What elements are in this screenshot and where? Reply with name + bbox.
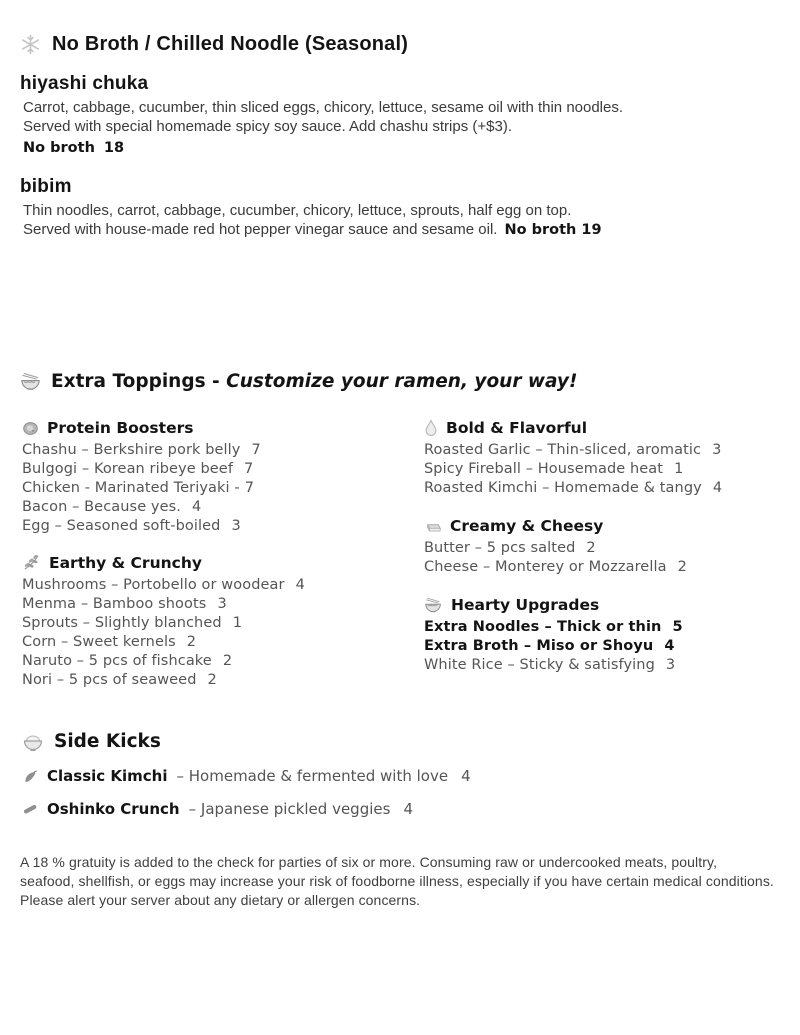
chilled-section-title — [20, 33, 780, 56]
topping-price: 7 — [244, 480, 255, 496]
topping-price: 2 — [186, 634, 197, 650]
group-title: Protein Boosters — [22, 419, 422, 437]
toppings-left-column — [20, 419, 422, 707]
topping-price: 1 — [232, 615, 243, 631]
snowflake-icon — [20, 34, 41, 55]
topping-price: 2 — [586, 540, 596, 556]
topping-item: White Rice – Sticky & satisfying 3 — [424, 657, 676, 673]
dish-description — [23, 98, 780, 136]
group-title: Earthy & Crunchy — [22, 553, 422, 572]
toppings-title-text: Extra Toppings - Customize your ramen, your way! — [51, 371, 578, 392]
toppings-title-tagline: Customize your ramen, your way! — [226, 371, 578, 392]
topping-item: Bacon – Because yes. 4 — [22, 499, 202, 515]
price-label: No broth 19 — [504, 222, 602, 238]
topping-item: Mushrooms – Portobello or woodear 4 — [22, 577, 305, 593]
topping-price: 3 — [665, 657, 676, 673]
group-bold-flavorful — [422, 419, 780, 498]
topping-price: 4 — [295, 577, 305, 593]
price-label: No broth — [23, 140, 95, 156]
side-kick-item — [22, 767, 780, 785]
topping-item: Extra Noodles – Thick or thin 5 — [424, 619, 683, 635]
topping-item: Chashu – Berkshire pork belly 7 — [22, 442, 261, 458]
side-kick-price: 4 — [461, 767, 471, 785]
topping-item: Nori – 5 pcs of seaweed 2 — [22, 672, 217, 688]
dish-hiyashi-chuka — [20, 73, 780, 156]
dish-desc-line: Carrot, cabbage, cucumber, thin sliced eggs, chicory, lettuce, sesame oil with thin noodles. — [23, 99, 624, 116]
ramen-bowl-icon — [424, 597, 443, 614]
topping-item: Extra Broth – Miso or Shoyu 4 — [424, 638, 675, 654]
group-title: Bold & Flavorful — [424, 419, 780, 437]
toppings-right-column — [422, 419, 780, 707]
disclaimer-line: seafood, shellfish, or eggs may increase your risk of foodborne illness, especially if you have certain medical conditions. — [20, 873, 774, 889]
side-kick-price: 4 — [403, 800, 413, 818]
gratuity-disclaimer — [20, 853, 780, 910]
dish-bibim — [20, 176, 780, 240]
topping-item: Roasted Garlic – Thin-sliced, aromatic 3 — [424, 442, 722, 458]
disclaimer-line: Please alert your server about any dietary or allergen concerns. — [20, 892, 421, 908]
side-kick-name: Classic Kimchi — [47, 767, 168, 785]
group-creamy-cheesy — [422, 517, 780, 577]
dish-desc-line: Served with house-made red hot pepper vinegar sauce and sesame oil. No broth 19 — [23, 221, 602, 238]
topping-price: 3 — [217, 596, 227, 612]
topping-price: 4 — [664, 638, 675, 654]
topping-price: 2 — [207, 672, 217, 688]
toppings-columns — [20, 419, 780, 707]
topping-price: 2 — [677, 559, 687, 575]
side-kick-desc: – Japanese pickled veggies — [188, 800, 391, 818]
dish-description — [23, 201, 780, 240]
group-hearty-upgrades — [422, 596, 780, 675]
topping-item: Bulgogi – Korean ribeye beef 7 — [22, 461, 254, 477]
side-kicks-title: Side Kicks — [22, 731, 780, 752]
group-protein-boosters — [20, 419, 422, 536]
topping-price: 3 — [712, 442, 722, 458]
dish-desc-line: Thin noodles, carrot, cabbage, cucumber, chicory, lettuce, sprouts, half egg on top. — [23, 202, 572, 219]
toppings-section-title — [20, 371, 780, 392]
topping-item: Naruto – 5 pcs of fishcake 2 — [22, 653, 233, 669]
topping-item: Butter – 5 pcs salted 2 — [424, 540, 596, 556]
topping-item: Cheese – Monterey or Mozzarella 2 — [424, 559, 687, 575]
topping-item: Spicy Fireball – Housemade heat 1 — [424, 461, 684, 477]
dish-desc-line: Served with special homemade spicy soy sauce. Add chashu strips (+$3). — [23, 118, 512, 135]
side-kick-item — [22, 800, 780, 818]
meat-icon — [22, 420, 39, 437]
topping-item: Egg – Seasoned soft-boiled 3 — [22, 518, 241, 534]
topping-price: 3 — [231, 518, 241, 534]
group-earthy-crunchy — [20, 553, 422, 690]
rice-bowl-icon — [22, 732, 44, 752]
topping-price: 7 — [251, 442, 261, 458]
chilled-title-text: No Broth / Chilled Noodle (Seasonal) — [52, 33, 409, 55]
topping-item: Corn – Sweet kernels 2 — [22, 634, 197, 650]
butter-icon — [424, 520, 442, 533]
group-title: Hearty Upgrades — [424, 596, 780, 614]
topping-item: Roasted Kimchi – Homemade & tangy 4 — [424, 480, 723, 496]
flame-icon — [424, 419, 438, 437]
topping-item: Menma – Bamboo shoots 3 — [22, 596, 227, 612]
topping-price: 4 — [712, 480, 723, 496]
group-title: Creamy & Cheesy — [424, 517, 780, 535]
topping-item: Chicken - Marinated Teriyaki - 7 — [22, 480, 255, 496]
side-kicks-section — [20, 731, 780, 818]
ramen-bowl-icon — [20, 372, 41, 391]
disclaimer-line: A 18 % gratuity is added to the check for parties of six or more. Consuming raw or undercooked meats, poultry, — [20, 854, 718, 870]
topping-price: 2 — [222, 653, 233, 669]
price-value: 18 — [103, 140, 125, 156]
cucumber-icon — [22, 801, 38, 817]
dish-price — [23, 140, 780, 156]
herb-icon — [22, 553, 41, 572]
topping-price: 7 — [244, 461, 254, 477]
dish-name: bibim — [20, 176, 72, 197]
side-kick-name: Oshinko Crunch — [47, 800, 180, 818]
chili-pepper-icon — [22, 768, 38, 784]
topping-price: 4 — [192, 499, 202, 515]
topping-price: 5 — [672, 619, 683, 635]
dish-name: hiyashi chuka — [20, 73, 149, 94]
side-kick-desc: – Homemade & fermented with love — [176, 767, 449, 785]
topping-item: Sprouts – Slightly blanched 1 — [22, 615, 243, 631]
topping-price: 1 — [674, 461, 684, 477]
